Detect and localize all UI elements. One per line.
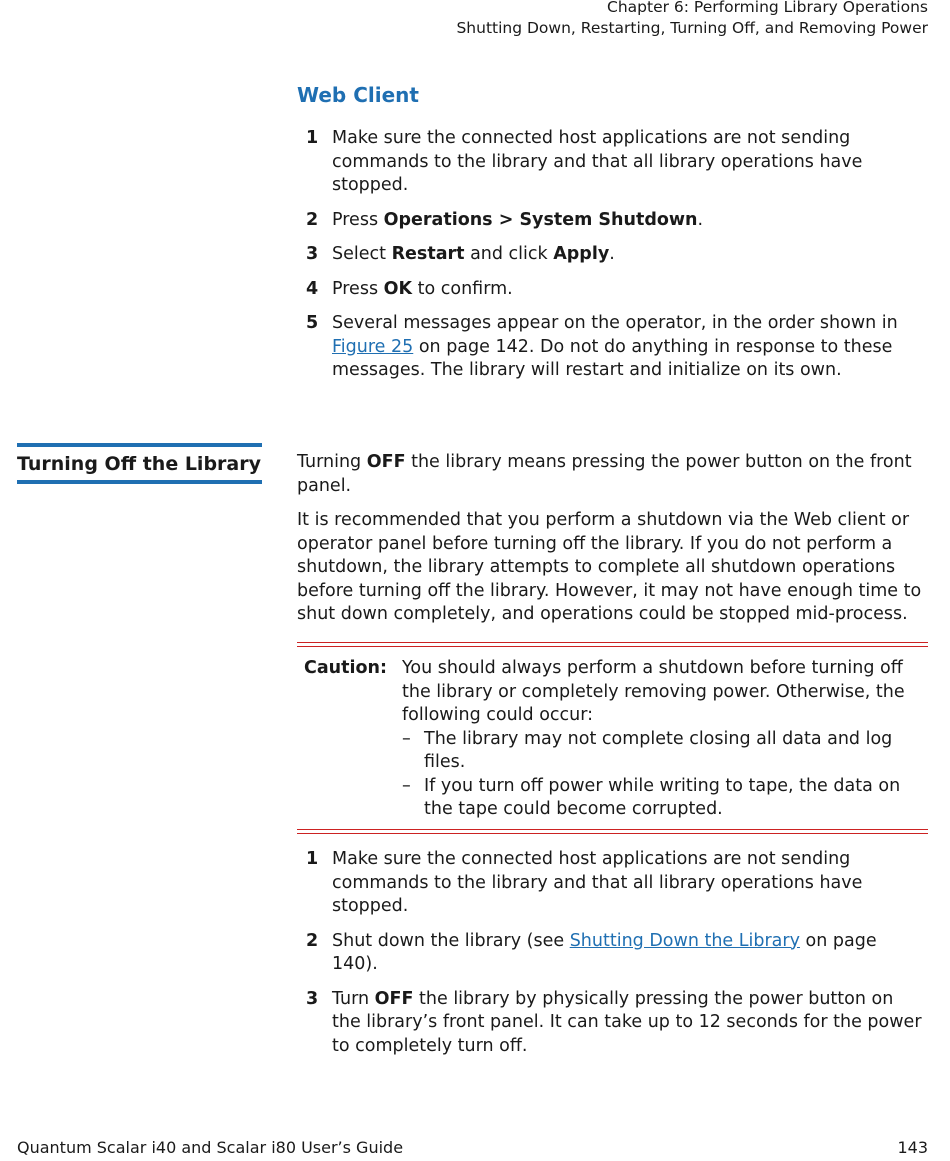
step-text: Make sure the connected host applications are not sending commands to the library and that all library operations have stopped. [332, 849, 863, 916]
step-text-end: the library by physically pressing the power button on the library’s front panel. It can take up to 12 seconds for the power to completely turn off. [332, 988, 922, 1056]
page-number: 143 [897, 1138, 928, 1157]
caution-item-text: The library may not complete closing all data and log files. [424, 728, 893, 772]
step-number: 3 [306, 244, 319, 264]
option-restart: Restart [391, 244, 465, 264]
step-text: Make sure the connected host applications are not sending commands to the library and that all library operations have stopped. [332, 128, 863, 195]
header-section: Shutting Down, Restarting, Turning Off, and Removing Power [456, 19, 928, 37]
step-text: Press [332, 209, 384, 230]
header-chapter: Chapter 6: Performing Library Operations [607, 0, 928, 16]
section-heading-text: Turning Off the Library [17, 453, 261, 475]
step-text-end: . [609, 244, 615, 264]
recommendation-paragraph: It is recommended that you perform a shutdown via the Web client or operator panel before turning off the library. If you do not perform a shutdown, the library attempts to complete all shutdown operations before turning off the library. However, it may not have enough time to shut down completely, and operations could be stopped mid-process. [297, 510, 922, 624]
caution-text: You should always perform a shutdown before turning off the library or completely removing power. Otherwise, the following could occur: [402, 658, 905, 725]
step-number: 2 [306, 930, 319, 951]
list-item [297, 127, 927, 198]
step-number: 1 [306, 128, 319, 148]
list-item [297, 930, 927, 977]
heading-rule-bottom [17, 480, 262, 484]
list-item [297, 312, 927, 383]
section-heading-turning-off [17, 443, 262, 484]
web-client-title: Web Client [297, 83, 419, 107]
step-text: Turn [332, 988, 375, 1009]
option-ok: OK [383, 278, 413, 299]
intro-paragraph [297, 451, 927, 498]
dash-bullet: – [402, 728, 411, 749]
list-item [297, 848, 927, 919]
step-text: Several messages appear on the operator, in the order shown in [332, 313, 898, 333]
turning-off-steps [297, 848, 927, 1069]
caution-box [297, 642, 928, 834]
option-apply: Apply [553, 244, 610, 264]
list-item [297, 243, 927, 267]
step-number: 2 [306, 209, 319, 230]
list-item [297, 988, 927, 1059]
caution-label: Caution: [304, 658, 387, 678]
step-number: 5 [306, 313, 319, 333]
step-text-mid: and click [464, 244, 554, 264]
step-text-end: . [697, 209, 704, 230]
footer-title: Quantum Scalar i40 and Scalar i80 User’s Guide [17, 1138, 404, 1157]
menu-path: Operations > System Shutdown [383, 209, 698, 230]
intro-text: Turning [297, 452, 367, 472]
caution-item-text: If you turn off power while writing to tape, the data on the tape could become corrupted. [424, 775, 901, 819]
off-keyword: OFF [374, 988, 414, 1009]
step-text: Select [332, 244, 392, 264]
running-header [456, 0, 928, 39]
caution-list-item [402, 775, 928, 822]
list-item [297, 278, 927, 302]
shutting-down-link[interactable]: Shutting Down the Library [569, 930, 800, 951]
caution-list-item [402, 728, 928, 775]
list-item [297, 209, 927, 233]
dash-bullet: – [402, 775, 411, 796]
off-keyword: OFF [366, 452, 406, 472]
step-text-end: on page 140). [332, 930, 877, 974]
intro-text-end: the library means pressing the power button on the front panel. [297, 452, 912, 496]
step-text-end: on page 142. Do not do anything in response to these messages. The library will restart and initialize on its own. [332, 336, 893, 380]
step-number: 3 [306, 988, 319, 1009]
step-number: 4 [306, 278, 319, 299]
step-text: Shut down the library (see [332, 930, 570, 951]
web-client-steps [297, 127, 927, 394]
caution-rule-bottom [297, 829, 928, 834]
step-number: 1 [306, 849, 319, 869]
step-text-end: to confirm. [412, 278, 513, 299]
figure-25-link[interactable]: Figure 25 [332, 336, 414, 357]
step-text: Press [332, 278, 384, 299]
